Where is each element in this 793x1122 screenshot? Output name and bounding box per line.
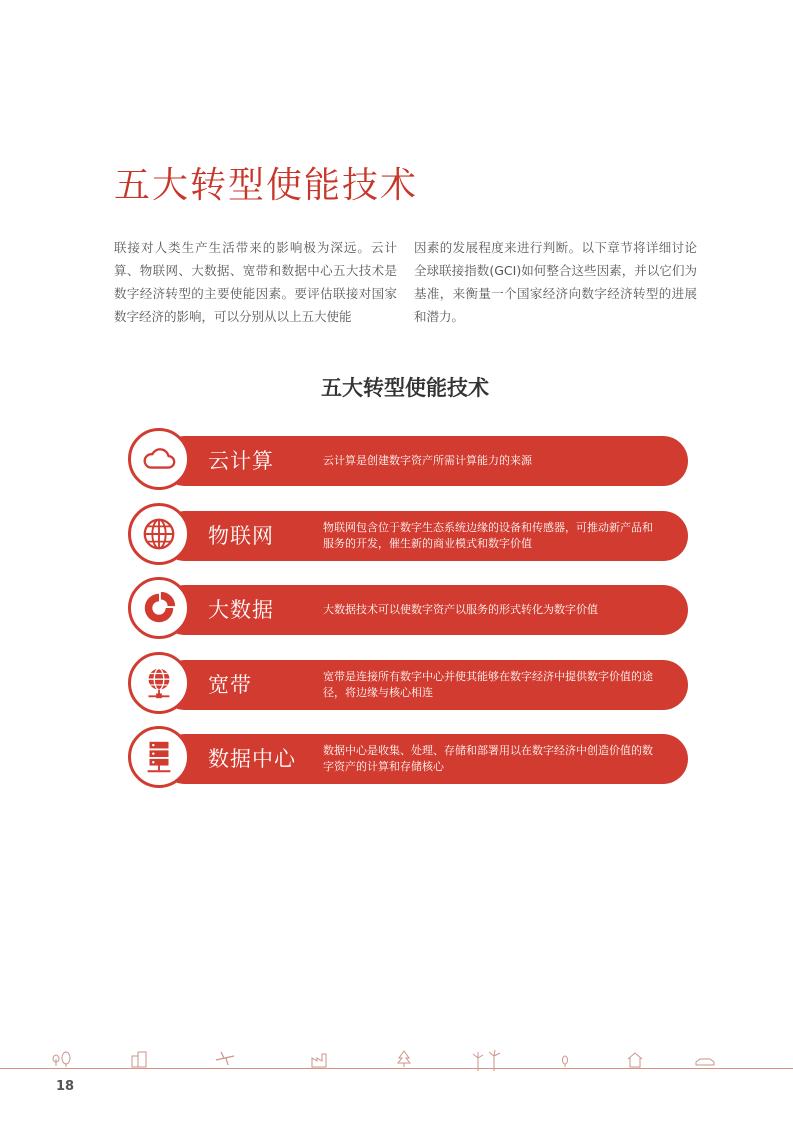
tech-row-iot — [128, 503, 688, 567]
section-title: 五大转型使能技术 — [321, 376, 489, 400]
small-tree-icon — [560, 1050, 570, 1068]
intro-paragraph-left: 联接对人类生产生活带来的影响极为深远。云计算、物联网、大数据、宽带和数据中心五大技术是数字经济转型的主要使能因素。要评估联接对国家数字经济的影响，可以分别从以上五大使能 — [114, 240, 397, 324]
building-icon — [130, 1050, 150, 1068]
tech-row-cloud-computing — [128, 428, 688, 492]
tech-row-data-center — [128, 726, 688, 790]
tech-desc-big-data: 大数据技术可以使数字资产以服务的形式转化为数字价值 — [323, 603, 598, 616]
pine-tree-icon — [396, 1050, 412, 1068]
footer-divider — [0, 1068, 793, 1069]
tech-row-broadband — [128, 652, 688, 716]
page-number: 18 — [56, 1079, 75, 1094]
cloud-icon — [128, 428, 190, 490]
factory-icon — [310, 1050, 332, 1068]
pie-chart-icon — [128, 577, 190, 639]
tech-name-big-data: 大数据 — [208, 598, 274, 622]
globe-icon — [128, 503, 190, 565]
tech-desc-cloud: 云计算是创建数字资产所需计算能力的来源 — [323, 454, 532, 467]
page-title: 五大转型使能技术 — [114, 165, 419, 206]
tech-desc-broadband: 宽带是连接所有数字中心并使其能够在数字经济中提供数字价值的途径，将边缘与核心相连 — [323, 670, 653, 699]
tech-name-data-center: 数据中心 — [208, 747, 296, 771]
footer-skyline — [0, 1044, 793, 1070]
house-icon — [626, 1050, 644, 1068]
tech-row-big-data — [128, 577, 688, 641]
car-icon — [694, 1050, 716, 1068]
tech-name-iot: 物联网 — [208, 524, 274, 548]
server-icon — [128, 726, 190, 788]
tech-desc-iot: 物联网包含位于数字生态系统边缘的设备和传感器，可推动新产品和服务的开发，催生新的商业模式和数字价值 — [323, 521, 653, 550]
tech-name-cloud: 云计算 — [208, 449, 274, 473]
tree-icon — [52, 1050, 72, 1068]
airplane-icon — [214, 1050, 236, 1068]
network-globe-icon — [128, 652, 190, 714]
tech-name-broadband: 宽带 — [208, 673, 252, 697]
tech-desc-data-center: 数据中心是收集、处理、存储和部署用以在数字经济中创造价值的数字资产的计算和存储核心 — [323, 744, 653, 773]
intro-paragraph-right: 因素的发展程度来进行判断。以下章节将详细讨论全球联接指数(GCI)如何整合这些因素，并以它们为基准，来衡量一个国家经济向数字经济转型的进展和潜力。 — [414, 240, 697, 324]
